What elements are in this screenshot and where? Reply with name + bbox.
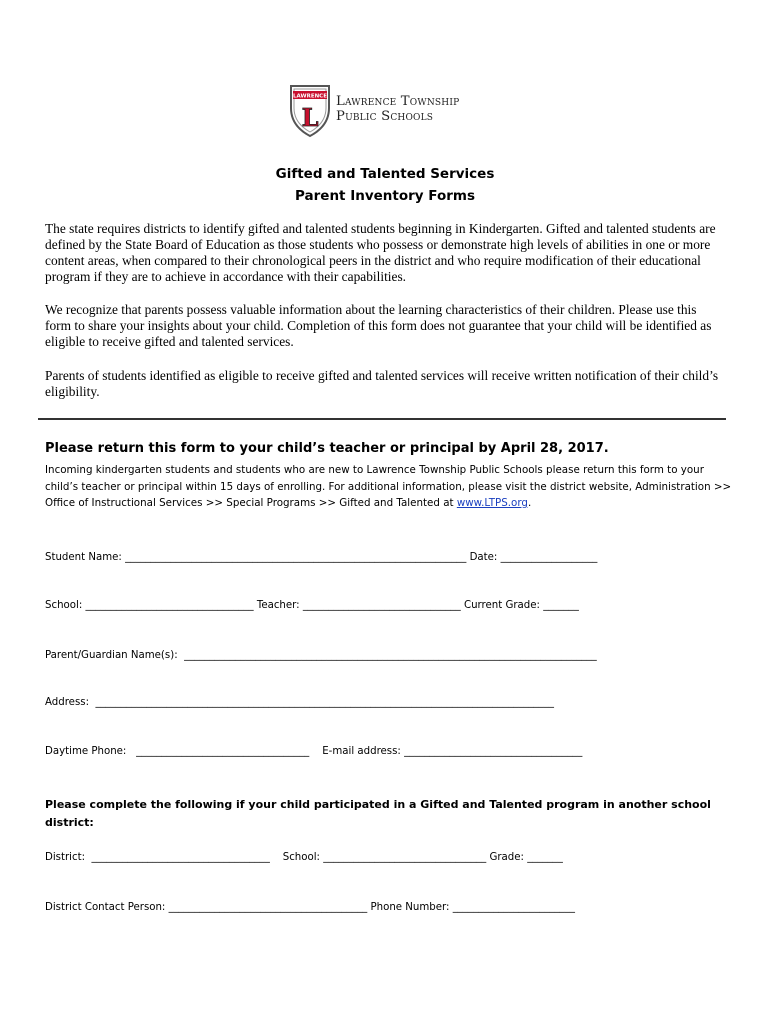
intro-paragraph: The state requires districts to identify gifted and talented students beginning in Kindergarten. Gifted and talented students are defined by the State Board of Education as those students who possess or demonstrate high levels of abilities in one or more content areas, when compared to their chronological peers in the district and who require modification of their educational program if they are to achieve in accordance with their capabilities. [45,221,716,284]
address-field[interactable]: Address: __________________________________________________________________________________________ [45,697,554,708]
school-teacher-grade-field[interactable]: School: _________________________________ Teacher: _______________________________ Current Grade: _______ [45,600,579,611]
prior-district-school-grade-field[interactable]: District: ___________________________________ School: ________________________________ Grade: _______ [45,852,563,863]
return-instructions-end: . [527,497,532,509]
notification-paragraph: Parents of students identified as eligible to receive gifted and talented services will receive written notification of their child’s eligibility. [45,368,719,399]
org-name-line2: Public Schools [336,109,434,124]
purpose-paragraph: We recognize that parents possess valuable information about the learning characteristics of their children. Please use this form to share your insights about your child. Completion of this form does not guarantee that your child will be identified as eligible to receive gifted and talented services. [45,302,712,349]
section-divider [38,418,726,420]
org-name [336,94,459,124]
district-website-link[interactable]: www.LTPS.org [456,497,528,509]
org-name-line1: Lawrence Township [336,94,460,109]
shield-icon [288,82,332,138]
district-contact-phone-field[interactable]: District Contact Person: _______________________________________ Phone Number: ________________________ [45,902,575,913]
district-logo [288,82,488,138]
return-instructions [45,462,735,512]
return-deadline-heading: Please return this form to your child’s teacher or principal by April 28, 2017. [45,441,609,456]
logo-text: LAWRENCE [293,93,327,100]
form-title: Gifted and Talented Services [275,166,495,182]
form-subtitle: Parent Inventory Forms [294,188,475,204]
parent-guardian-field[interactable]: Parent/Guardian Name(s): _________________________________________________________________________________ [45,650,597,661]
return-instructions-text: Incoming kindergarten students and students who are new to Lawrence Township Public Schools please return this form to your child’s teacher or principal within 15 days of enrolling. For additional information, please visit the district website, Administration >> Office of Instructional Services >> Special Programs >> Gifted and Talented at [45,464,732,509]
logo-letter: L [301,103,319,132]
phone-email-field[interactable]: Daytime Phone: __________________________________ E-mail address: ___________________________________ [45,746,583,757]
prior-program-heading: Please complete the following if your child participated in a Gifted and Talented program in another school district: [45,798,711,829]
student-name-date-field[interactable]: Student Name: ___________________________________________________________________ Date: ___________________ [45,552,598,563]
